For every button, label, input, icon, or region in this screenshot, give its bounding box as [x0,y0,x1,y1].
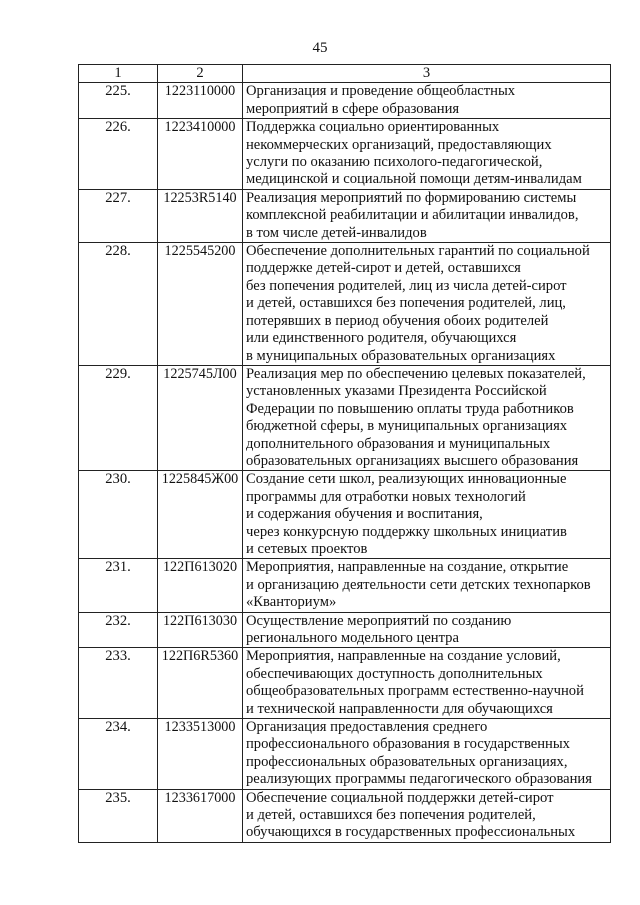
column-header-2: 2 [158,65,243,83]
description-line: и сетевых проектов [246,540,368,557]
description-line: услуги по оказанию психолого-педагогической, [246,154,543,171]
row-number: 228. [79,243,158,366]
row-number: 234. [79,719,158,790]
activity-description [243,789,611,842]
description-line: обучающихся в государственных профессиональных [246,824,576,841]
table-row [79,119,611,190]
description-line: Мероприятия, направленные на создание, открытие [246,559,569,576]
row-number: 230. [79,471,158,559]
description-line: бюджетной сферы, в муниципальных организациях [246,418,568,435]
budget-code: 1233617000 [158,789,243,842]
description-line: через конкурсную поддержку школьных инициатив [246,523,567,540]
description-line: Обеспечение дополнительных гарантий по социальной [246,243,590,260]
description-line: и организацию деятельности сети детских технопарков [246,576,591,593]
description-line: Организация и проведение общеобластных [246,83,516,100]
column-header-1: 1 [79,65,158,83]
description-line: Федерации по повышению оплаты труда работников [246,400,574,417]
description-line: комплексной реабилитации и абилитации инвалидов, [246,207,579,224]
table-row [79,189,611,242]
row-number: 232. [79,612,158,648]
budget-code: 1233513000 [158,719,243,790]
table-header-row [79,65,611,83]
description-line: без попечения родителей, лиц из числа детей-сирот [246,277,567,294]
row-number: 229. [79,365,158,470]
description-line: обеспечивающих доступность дополнительных [246,665,543,682]
table-row [79,83,611,119]
budget-code: 122П6R5360 [158,648,243,719]
table-row [79,612,611,648]
row-number: 227. [79,189,158,242]
budget-code: 1223410000 [158,119,243,190]
description-line: Реализация мероприятий по формированию системы [246,189,577,206]
budget-code: 1223110000 [158,83,243,119]
description-line: в том числе детей-инвалидов [246,224,427,241]
description-line: общеобразовательных программ естественно-научной [246,683,584,700]
activity-description [243,559,611,612]
row-number: 235. [79,789,158,842]
table-row [79,365,611,470]
budget-code: 122П613030 [158,612,243,648]
row-number: 231. [79,559,158,612]
description-line: некоммерческих организаций, предоставляющих [246,136,552,153]
description-line: и детей, оставшихся без попечения родителей, лиц, [246,295,566,312]
description-line: Поддержка социально ориентированных [246,119,500,136]
description-line: потерявших в период обучения обоих родителей [246,312,549,329]
description-line: и детей, оставшихся без попечения родителей, [246,807,536,824]
description-line: профессиональных образовательных организациях, [246,753,568,770]
description-line: Обеспечение социальной поддержки детей-сирот [246,789,554,806]
description-line: или единственного родителя, обучающихся [246,330,517,347]
activity-description [243,119,611,190]
activity-description [243,83,611,119]
description-line: и содержания обучения и воспитания, [246,506,483,523]
description-line: установленных указами Президента Российской [246,383,547,400]
activity-description [243,719,611,790]
description-line: Осуществление мероприятий по созданию [246,612,512,629]
table-row [79,243,611,366]
budget-code: 1225745Л00 [158,365,243,470]
budget-code: 122П613020 [158,559,243,612]
description-line: Организация предоставления среднего [246,719,488,736]
description-line: медицинской и социальной помощи детям-инвалидам [246,171,582,188]
description-line: «Кванториум» [246,594,337,611]
activity-description [243,189,611,242]
activity-description [243,243,611,366]
table-body [79,83,611,842]
description-line: дополнительного образования и муниципальных [246,435,551,452]
description-line: и технической направленности для обучающихся [246,700,553,717]
description-line: программы для отработки новых технологий [246,488,526,505]
description-line: профессионального образования в государственных [246,736,570,753]
page-number: 45 [312,40,328,56]
activity-description [243,365,611,470]
table-row [79,789,611,842]
table-row [79,559,611,612]
row-number: 225. [79,83,158,119]
row-number: 226. [79,119,158,190]
budget-code: 1225845Ж00 [158,471,243,559]
row-number: 233. [79,648,158,719]
description-line: реализующих программы педагогического образования [246,771,592,788]
description-line: Создание сети школ, реализующих инновационные [246,471,567,488]
description-line: образовательных организациях высшего образования [246,452,579,469]
table-row [79,471,611,559]
table-row [79,648,611,719]
budget-code: 12253R5140 [158,189,243,242]
activity-description [243,648,611,719]
activity-description [243,471,611,559]
description-line: Реализация мер по обеспечению целевых показателей, [246,365,586,382]
description-line: регионального модельного центра [246,630,459,646]
activity-description [243,612,611,648]
table-row [79,719,611,790]
description-line: Мероприятия, направленные на создание условий, [246,648,561,665]
budget-codes-table [78,64,611,843]
column-header-3: 3 [243,65,611,83]
description-line: мероприятий в сфере образования [246,100,460,117]
budget-code: 1225545200 [158,243,243,366]
description-line: поддержке детей-сирот и детей, оставшихся [246,260,521,277]
description-line: в муниципальных образовательных организациях [246,347,556,364]
